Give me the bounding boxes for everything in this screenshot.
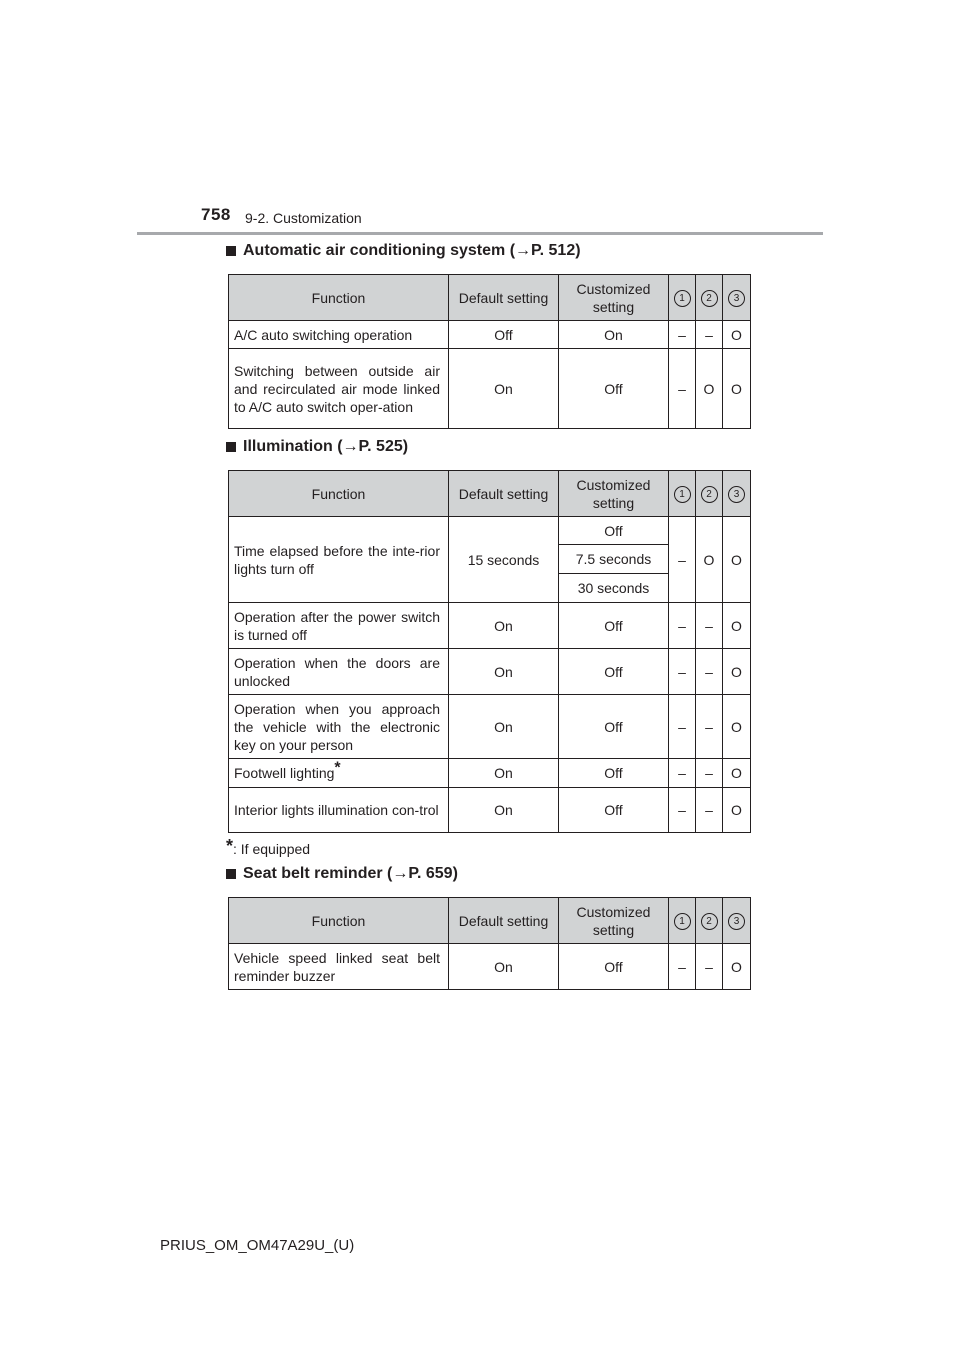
cell-c1: – <box>669 695 696 759</box>
cell-c2: – <box>696 944 723 990</box>
cell-function: Operation when you approach the vehicle with the electronic key on your person <box>229 695 449 759</box>
cell-default: 15 seconds <box>449 517 559 603</box>
table-row <box>229 517 751 545</box>
col-default: Default setting <box>449 275 559 321</box>
cell-c1: – <box>669 349 696 429</box>
footnote-text: : If equipped <box>233 841 311 857</box>
col-num-3 <box>723 898 751 944</box>
cell-function: Interior lights illumination con-trol <box>229 788 449 833</box>
cell-customized: Off <box>559 944 669 990</box>
col-function: Function <box>229 471 449 517</box>
cell-customized: Off <box>559 649 669 695</box>
cell-function: Operation when the doors are unlocked <box>229 649 449 695</box>
cell-customized: Off <box>559 759 669 788</box>
table-header-row <box>229 275 751 321</box>
section-heading-text: Seat belt reminder (→P. 659) <box>243 865 458 882</box>
cell-customized-option: 7.5 seconds <box>559 545 669 574</box>
table-row <box>229 944 751 990</box>
cell-default: On <box>449 349 559 429</box>
circled-number-1-icon: 1 <box>674 913 691 930</box>
table-seat-belt <box>228 897 751 990</box>
cell-c1: – <box>669 649 696 695</box>
cell-customized: Off <box>559 349 669 429</box>
col-num-1 <box>669 471 696 517</box>
cell-c2: – <box>696 603 723 649</box>
cell-c2: – <box>696 695 723 759</box>
table-row <box>229 649 751 695</box>
table-row <box>229 321 751 349</box>
cell-c3: O <box>723 788 751 833</box>
document-id-footer: PRIUS_OM_OM47A29U_(U) <box>160 1237 355 1254</box>
cell-function-text: Footwell lighting <box>234 765 335 781</box>
table-row <box>229 788 751 833</box>
table-header-row <box>229 471 751 517</box>
cell-default: On <box>449 649 559 695</box>
col-customized: Customized setting <box>559 275 669 321</box>
cell-customized: On <box>559 321 669 349</box>
table-row <box>229 759 751 788</box>
circled-number-2-icon: 2 <box>701 913 718 930</box>
col-function: Function <box>229 898 449 944</box>
square-bullet-icon <box>226 869 236 879</box>
cell-c3: O <box>723 649 751 695</box>
col-num-2 <box>696 471 723 517</box>
col-default: Default setting <box>449 898 559 944</box>
section-header: 9-2. Customization <box>245 210 362 226</box>
cell-default: On <box>449 944 559 990</box>
cell-customized: Off <box>559 695 669 759</box>
col-num-3 <box>723 275 751 321</box>
cell-customized: Off <box>559 603 669 649</box>
cell-c2: – <box>696 788 723 833</box>
section-heading-text: Automatic air conditioning system (→P. 512) <box>243 242 581 259</box>
cell-c1: – <box>669 603 696 649</box>
col-function: Function <box>229 275 449 321</box>
cell-c3: O <box>723 321 751 349</box>
cell-function: Switching between outside air and recirculated air mode linked to A/C auto switch oper-ation <box>229 349 449 429</box>
page-number: 758 <box>201 205 231 224</box>
circled-number-3-icon: 3 <box>728 913 745 930</box>
cell-customized-option: 30 seconds <box>559 574 669 603</box>
circled-number-1-icon: 1 <box>674 290 691 307</box>
col-num-2 <box>696 898 723 944</box>
table-row <box>229 349 751 429</box>
table-row <box>229 695 751 759</box>
section-heading-text: Illumination (→P. 525) <box>243 438 409 455</box>
section-heading-illumination <box>226 438 408 456</box>
cell-function: Vehicle speed linked seat belt reminder buzzer <box>229 944 449 990</box>
cell-c2: – <box>696 759 723 788</box>
cell-default: On <box>449 759 559 788</box>
cell-c3: O <box>723 517 751 603</box>
cell-c2: – <box>696 321 723 349</box>
footnote-mark: * <box>226 836 234 856</box>
col-default: Default setting <box>449 471 559 517</box>
footnote-marker: * <box>334 759 341 777</box>
table-air-conditioning <box>228 274 751 429</box>
header-rule <box>137 232 823 235</box>
cell-c2: O <box>696 517 723 603</box>
cell-function <box>229 759 449 788</box>
square-bullet-icon <box>226 246 236 256</box>
cell-c1: – <box>669 788 696 833</box>
col-num-2 <box>696 275 723 321</box>
table-illumination <box>228 470 751 833</box>
col-num-3 <box>723 471 751 517</box>
cell-default: On <box>449 695 559 759</box>
cell-c2: O <box>696 349 723 429</box>
cell-c3: O <box>723 695 751 759</box>
section-heading-seat-belt <box>226 865 458 883</box>
cell-c3: O <box>723 349 751 429</box>
cell-default: On <box>449 603 559 649</box>
cell-customized-option: Off <box>559 517 669 545</box>
cell-function: A/C auto switching operation <box>229 321 449 349</box>
circled-number-2-icon: 2 <box>701 290 718 307</box>
cell-c1: – <box>669 517 696 603</box>
col-customized: Customized setting <box>559 471 669 517</box>
table-header-row <box>229 898 751 944</box>
footnote <box>226 836 310 857</box>
cell-function: Operation after the power switch is turned off <box>229 603 449 649</box>
col-num-1 <box>669 275 696 321</box>
col-customized: Customized setting <box>559 898 669 944</box>
cell-c3: O <box>723 603 751 649</box>
circled-number-3-icon: 3 <box>728 290 745 307</box>
cell-default: On <box>449 788 559 833</box>
col-num-1 <box>669 898 696 944</box>
cell-c1: – <box>669 944 696 990</box>
cell-c3: O <box>723 759 751 788</box>
section-heading-air-conditioning <box>226 242 581 260</box>
cell-customized: Off <box>559 788 669 833</box>
cell-c1: – <box>669 321 696 349</box>
cell-c3: O <box>723 944 751 990</box>
circled-number-1-icon: 1 <box>674 486 691 503</box>
cell-function: Time elapsed before the inte-rior lights turn off <box>229 517 449 603</box>
cell-default: Off <box>449 321 559 349</box>
circled-number-3-icon: 3 <box>728 486 745 503</box>
square-bullet-icon <box>226 442 236 452</box>
cell-c1: – <box>669 759 696 788</box>
cell-c2: – <box>696 649 723 695</box>
circled-number-2-icon: 2 <box>701 486 718 503</box>
table-row <box>229 603 751 649</box>
